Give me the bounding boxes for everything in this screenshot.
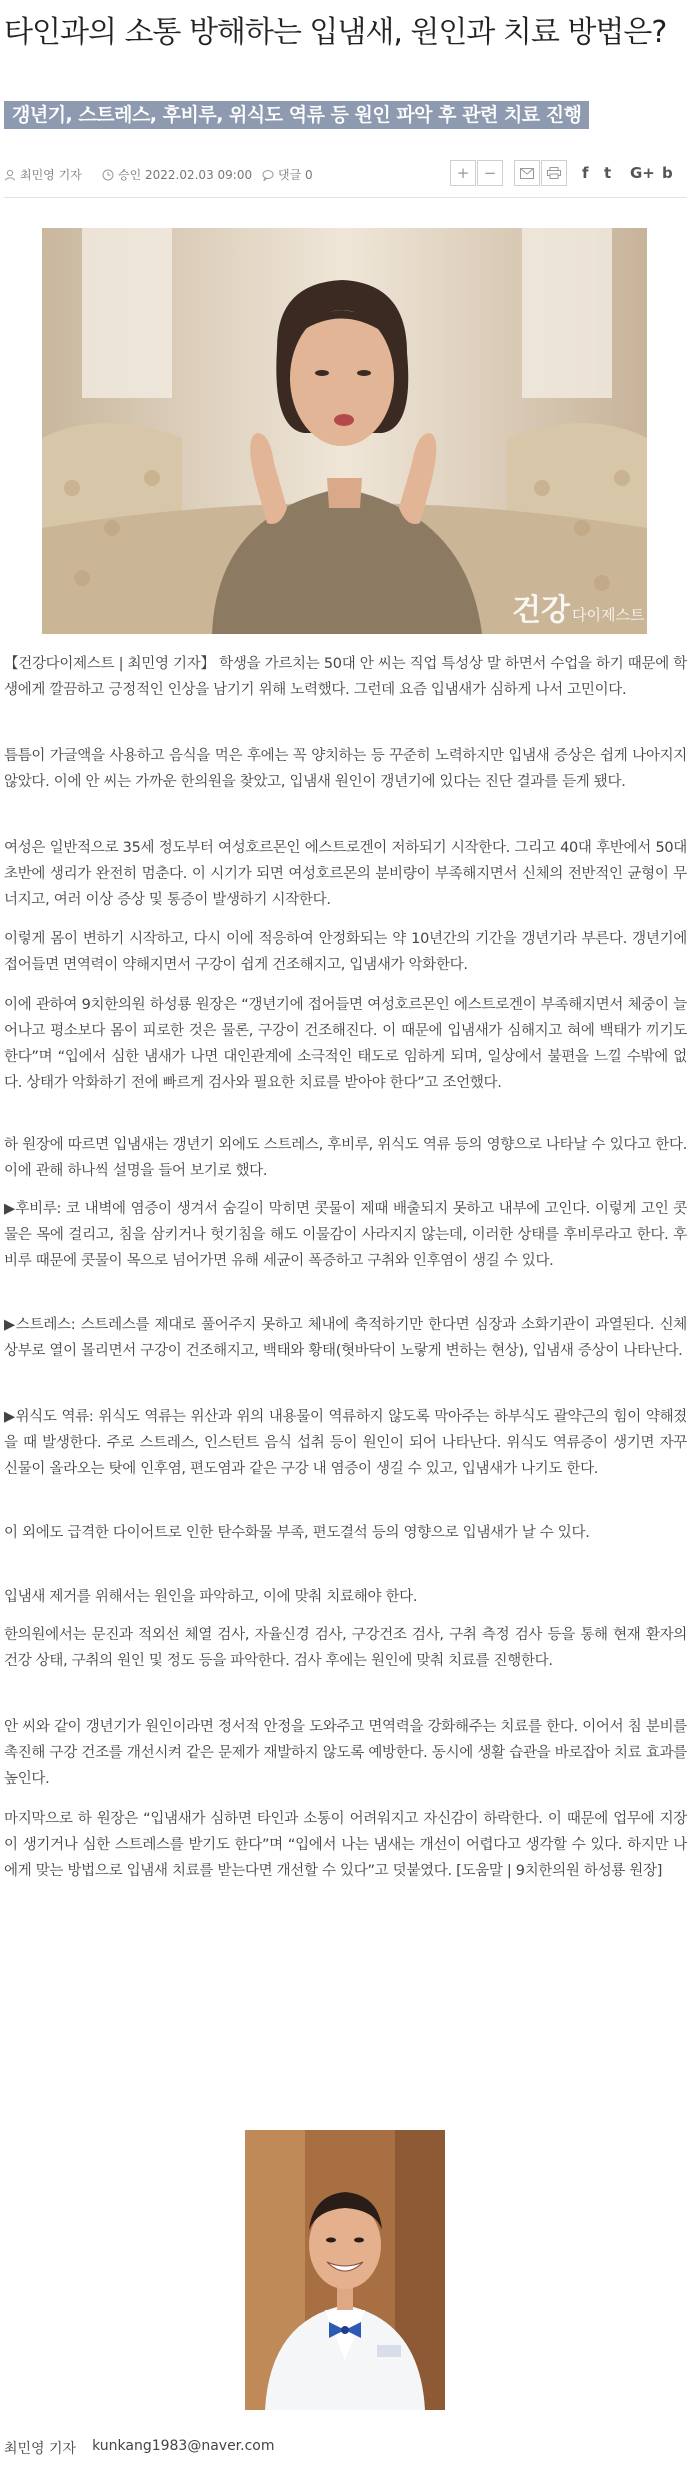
body-paragraph: 이렇게 몸이 변하기 시작하고, 다시 이에 적응하여 안정화되는 약 10년간의 기간을 갱년기라 부른다. 갱년기에 접어들면 면역력이 약해지면서 구강이 쉽게 건조해지고, 입냄새가 악화한다. [4,931,687,973]
footer-author: 최민영 기자 [4,2441,77,2457]
article-meta [4,160,687,190]
twitter-share-icon[interactable]: t [604,164,612,182]
body-paragraph: 한의원에서는 문진과 적외선 체열 검사, 자율신경 검사, 구강건조 검사, 구취 측정 검사 등을 통해 현재 환자의 건강 상태, 구취의 원인 및 정도 등을 파악한다. 검사 후에는 원인에 맞춰 치료를 진행한다. [4,1627,687,1669]
body-paragraph: 이에 관하여 9치한의원 하성룡 원장은 “갱년기에 접어들면 여성호르몬인 에스트로겐이 부족해지면서 체중이 늘어나고 평소보다 몸이 피로한 것은 물론, 구강이 건조해진다. 이 때문에 입냄새가 심해지고 혀에 백태가 끼기도 한다”며 “입에서 심한 냄새가 나면 대인관계에 소극적인 태도로 임하게 되며, 일상에서 불편을 느낄 수밖에 없다. 상태가 악화하기 전에 빠르게 검사와 필요한 치료를 받아야 한다”고 조언했다. [4,997,687,1091]
print-icon [547,167,561,179]
footer-email-link[interactable]: kunkang1983@naver.com [92,2438,275,2454]
body-paragraph: ▶위식도 역류: 위식도 역류는 위산과 위의 내용물이 역류하지 않도록 막아주는 하부식도 괄약근의 힘이 약해졌을 때 발생한다. 주로 스트레스, 인스턴트 음식 섭취 등이 원인이 되어 나타난다. 위식도 역류증이 생기면 자꾸 신물이 올라오는 탓에 인후염, 편도염과 같은 구강 내 염증이 생길 수 있고, 입냄새가 나기도 한다. [4,1409,687,1477]
print-button[interactable] [541,160,567,186]
body-paragraph: 안 씨와 같이 갱년기가 원인이라면 정서적 안정을 도와주고 면역력을 강화해주는 치료를 한다. 이어서 침 분비를 촉진해 구강 건조를 개선시켜 같은 문제가 재발하지 않도록 예방한다. 동시에 생활 습관을 바로잡아 치료 효과를 높인다. [4,1719,687,1787]
author-name: 최민영 기자 [20,168,82,182]
facebook-share-icon[interactable]: f [582,164,589,182]
article-toolbar [4,160,687,188]
mail-icon [520,168,534,179]
google-plus-share-icon[interactable]: G+ [630,164,655,182]
body-paragraph: 이 외에도 급격한 다이어트로 인한 탄수화물 부족, 편도결석 등의 영향으로 입냄새가 날 수 있다. [4,1525,590,1541]
blog-share-icon[interactable]: b [662,164,673,182]
body-paragraph: 틈틈이 가글액을 사용하고 음식을 먹은 후에는 꼭 양치하는 등 꾸준히 노력하지만 입냄새 증상은 쉽게 나아지지 않았다. 이에 안 씨는 가까운 한의원을 찾았고, 입냄새 원인이 갱년기에 있다는 진단 결과를 듣게 됐다. [4,748,687,790]
meta-divider [4,197,687,198]
body-paragraph: ▶스트레스: 스트레스를 제대로 풀어주지 못하고 체내에 축적하기만 한다면 심장과 소화기관이 과열된다. 신체 상부로 열이 몰리면서 구강이 건조해지고, 백태와 황태(혓바닥이 노랗게 변하는 현상), 입냄새 증상이 나타난다. [4,1317,687,1359]
body-paragraph: 여성은 일반적으로 35세 정도부터 여성호르몬인 에스트로겐이 저하되기 시작한다. 그리고 40대 후반에서 50대 초반에 생리가 완전히 멈춘다. 이 시기가 되면 여성호르몬의 분비량이 부족해지면서 신체의 전반적인 균형이 무너지고, 여러 이상 증상 및 통증이 발생하기 시작한다. [4,840,687,908]
body-paragraph: 하 원장에 따르면 입냄새는 갱년기 외에도 스트레스, 후비루, 위식도 역류 등의 영향으로 나타날 수 있다고 한다. 이에 관해 하나씩 설명을 들어 보기로 했다. [4,1137,687,1179]
font-decrease-button[interactable]: − [477,160,503,186]
doctor-portrait-photo [245,2130,445,2410]
photo-watermark-main: 건강 [512,593,570,628]
comment-text: 댓글 0 [278,168,313,182]
article-title: 타인과의 소통 방해하는 입냄새, 원인과 치료 방법은? [4,15,667,50]
article-footer [4,2438,275,2458]
approval-text: 승인 2022.02.03 09:00 [118,168,253,182]
body-paragraph: ▶후비루: 코 내벽에 염증이 생겨서 숨길이 막히면 콧물이 제때 배출되지 못하고 내부에 고인다. 이렇게 고인 콧물은 목에 걸리고, 침을 삼키거나 헛기침을 해도 이물감이 사라지지 않는데, 이러한 상태를 후비루라고 한다. 후비루 때문에 콧물이 목으로 넘어가면 유해 세균이 폭증하고 구취와 인후염이 생길 수 있다. [4,1201,687,1269]
doctor-photo-illustration [245,2130,445,2410]
article-subtitle: 갱년기, 스트레스, 후비루, 위식도 역류 등 원인 파악 후 관련 치료 진행 [4,101,589,129]
body-paragraph: 입냄새 제거를 위해서는 원인을 파악하고, 이에 맞춰 치료해야 한다. [4,1589,418,1605]
email-button[interactable] [514,160,540,186]
photo-watermark-sub: 다이제스트 [572,606,645,624]
article-photo-woman [42,228,647,634]
body-paragraph: 【건강다이제스트 | 최민영 기자】 학생을 가르치는 50대 안 씨는 직업 특성상 말 하면서 수업을 하기 때문에 학생에게 깔끔하고 긍정적인 인상을 남기기 위해 노력했다. 그런데 요즘 입냄새가 심하게 나서 고민이다. [4,656,687,698]
font-increase-button[interactable]: + [450,160,476,186]
woman-photo-illustration [42,228,647,634]
body-paragraph: 마지막으로 하 원장은 “입냄새가 심하면 타인과 소통이 어려워지고 자신감이 하락한다. 이 때문에 업무에 지장이 생기거나 심한 스트레스를 받기도 한다”며 “입에서 나는 냄새는 개선이 어렵다고 생각할 수 있다. 하지만 나에게 맞는 방법으로 입냄새 치료를 받는다면 개선할 수 있다”고 덧붙였다. [도움말 | 9치한의원 하성룡 원장] [4,1811,687,1879]
